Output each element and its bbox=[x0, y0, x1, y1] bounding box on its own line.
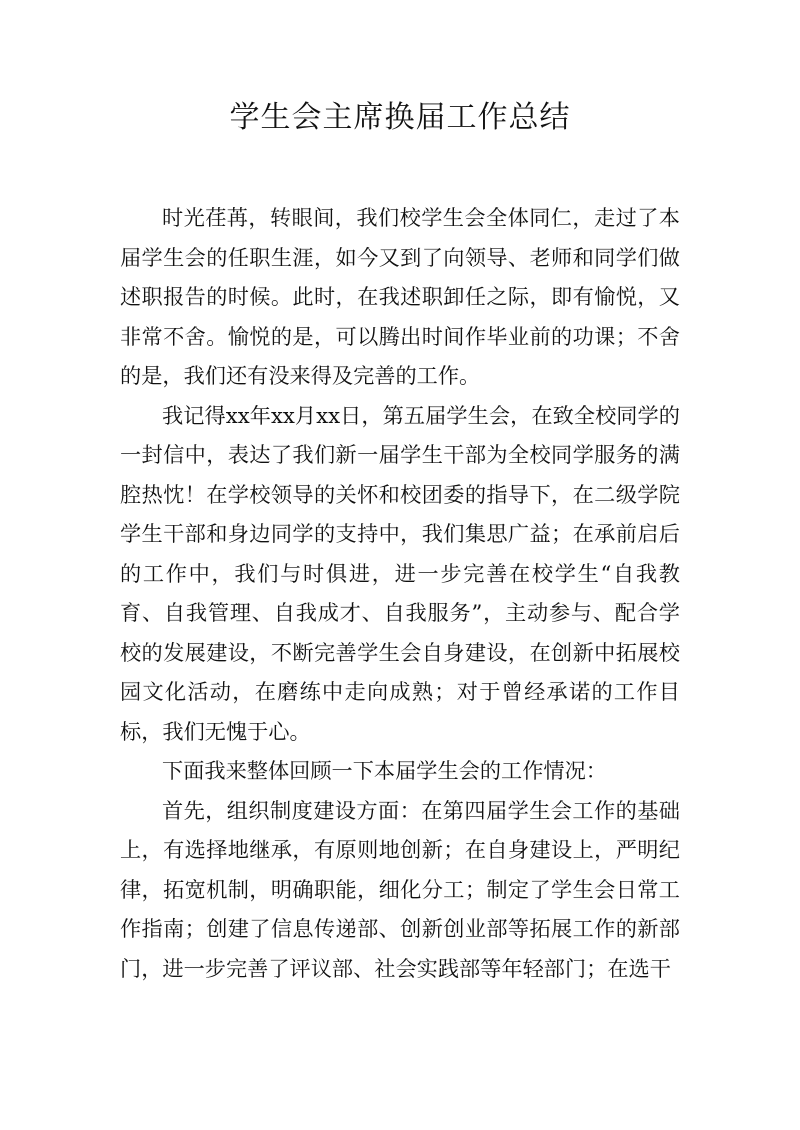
document-body bbox=[120, 198, 680, 988]
document-title: 学生会主席换届工作总结 bbox=[229, 100, 571, 135]
paragraph-intro: 时光荏苒，转眼间，我们校学生会全体同仁，走过了本届学生会的任职生涯，如今又到了向领导、老师和同学们做述职报告的时候。此时，在我述职卸任之际，即有愉悦，又非常不舍。愉悦的是，可以腾出时间作毕业前的功课；不舍的是，我们还有没来得及完善的工作。 bbox=[120, 205, 680, 388]
paragraph-recall: 我记得xx年xx月xx日，第五届学生会，在致全校同学的一封信中，表达了我们新一届学生干部为全校同学服务的满腔热忱！在学校领导的关怀和校团委的指导下，在二级学院学生干部和身边同学的支持中，我们集思广益；在承前启后的工作中，我们与时俱进，进一步完善在校学生“自我教育、自我管理、自我成才、自我服务”，主动参与、配合学校的发展建设，不断完善学生会自身建设，在创新中拓展校园文化活动，在磨练中走向成熟；对于曾经承诺的工作目标，我们无愧于心。 bbox=[120, 402, 680, 744]
paragraph-organization: 首先，组织制度建设方面：在第四届学生会工作的基础上，有选择地继承，有原则地创新；在自身建设上，严明纪律，拓宽机制，明确职能，细化分工；制定了学生会日常工作指南；创建了信息传递部、创新创业部等拓展工作的新部门，进一步完善了评议部、社会实践部等年轻部门；在选干 bbox=[120, 797, 680, 981]
paragraph-review-intro: 下面我来整体回顾一下本届学生会的工作情况： bbox=[162, 758, 607, 783]
